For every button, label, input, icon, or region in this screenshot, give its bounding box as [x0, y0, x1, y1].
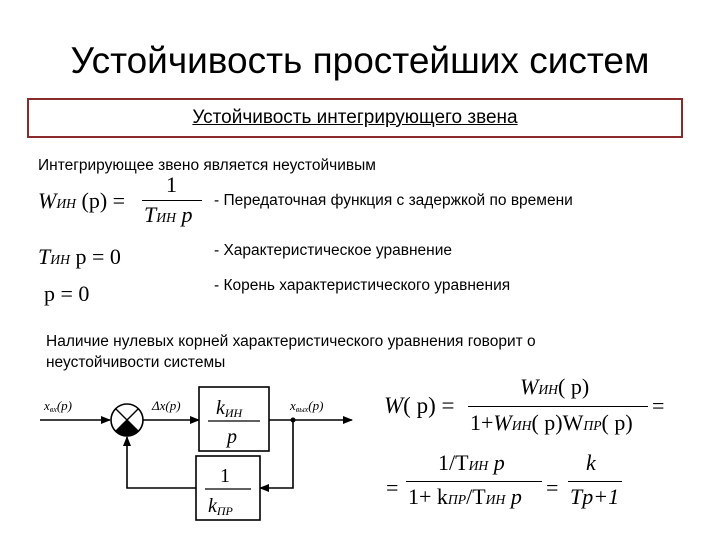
cl-fraction-line: [468, 406, 648, 407]
subtitle: Устойчивость интегрирующего звена: [192, 107, 518, 128]
conclusion-line-1: Наличие нулевых корней характеристического уравнения говорит о: [46, 333, 536, 350]
cl-denominator: 1+WИН( p)WПР( p): [470, 410, 633, 435]
f2-denominator: 1+ kПР/TИН p: [408, 484, 522, 509]
forward-block: [199, 387, 269, 451]
label-char-eq: - Характеристическое уравнение: [214, 242, 452, 259]
char-equation: TИН p = 0: [38, 244, 121, 269]
f3-numerator: k: [586, 450, 596, 475]
cl-numerator: WИН( p): [520, 374, 590, 399]
intro-text: Интегрирующее звено является неустойчивым: [38, 157, 376, 174]
f3-fraction-line: [568, 481, 622, 482]
feedback-path-left: [127, 437, 196, 488]
feedback-block: [196, 456, 260, 520]
label-root: - Корень характеристического уравнения: [214, 277, 511, 294]
tf-denominator: TИН p: [144, 202, 193, 227]
w-subscript: ИН: [56, 196, 77, 211]
output-label: xвых(p): [290, 398, 324, 414]
svg-text:kПР: kПР: [208, 495, 233, 518]
input-label: xвх(p): [44, 398, 72, 414]
label-transfer: - Передаточная функция с задержкой по времени: [214, 192, 573, 209]
root-equation: p = 0: [44, 281, 90, 306]
f2-fraction-line: [406, 481, 542, 482]
svg-text:1: 1: [220, 465, 230, 487]
slide-title: Устойчивость простейших систем: [70, 40, 650, 81]
f2-numerator: 1/TИН p: [438, 450, 505, 475]
error-label: Δx(p): [152, 398, 181, 413]
svg-text:p: p: [227, 426, 237, 448]
conclusion-line-2: неустойчивости системы: [46, 354, 226, 371]
summing-junction: [111, 404, 143, 436]
f3-denominator: Tp+1: [570, 484, 620, 509]
w-argument: (p) =: [81, 188, 126, 213]
w-symbol: W: [38, 188, 57, 213]
svg-text:kИН: kИН: [216, 397, 243, 420]
tf-numerator: 1: [166, 172, 177, 197]
